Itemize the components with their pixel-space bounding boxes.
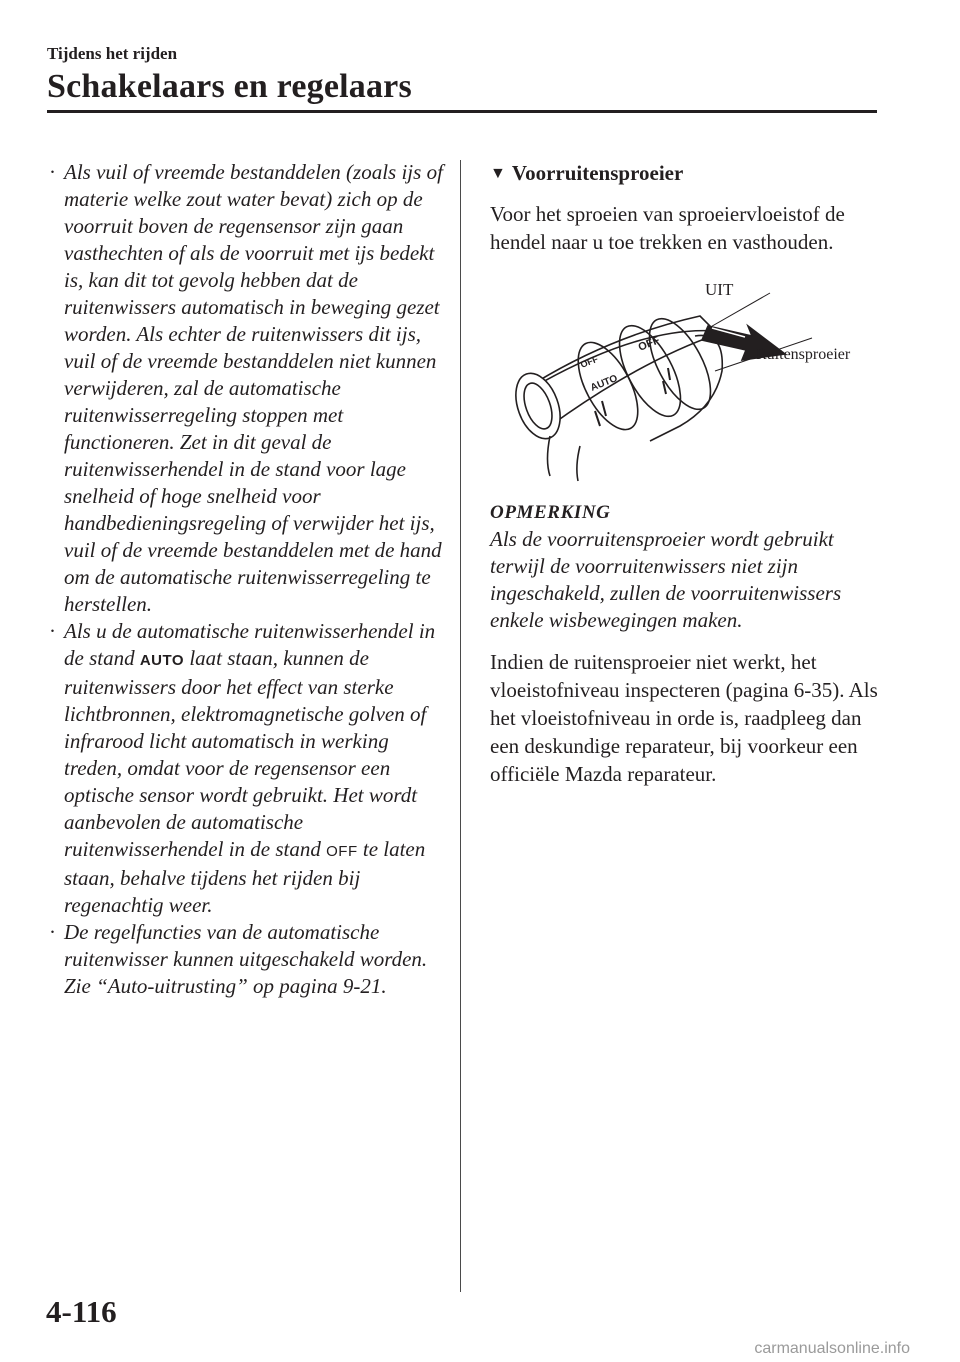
bullet-dot-icon: · [49, 619, 56, 643]
bullet-text: Als u de automatische ruitenwisserhendel in de stand [64, 619, 436, 670]
auto-badge: AUTO [139, 652, 185, 669]
dial-auto-label: AUTO [589, 373, 620, 394]
bullet-item [45, 618, 445, 919]
note-title: OPMERKING [490, 502, 611, 523]
intro-paragraph: Voor het sproeien van sproeiervloeistof de hendel naar u toe trekken en vasthouden. [490, 202, 845, 254]
wiper-lever-illustration [490, 276, 880, 488]
bullet-item [45, 159, 445, 618]
right-column [490, 159, 880, 788]
off-badge: OFF [326, 843, 358, 860]
dial-off-small-label: OFF [579, 353, 600, 370]
note-text: Als de voorruitensproeier wordt gebruikt terwijl de voorruitenwissers niet zijn ingeschakeld, zullen de voorruitenwissers enkele wisbewegingen maken. [490, 527, 842, 632]
washer-lever-figure [490, 276, 880, 488]
watermark: carmanualsonline.info [754, 1340, 910, 1357]
bullet-dot-icon: · [49, 160, 56, 184]
ruitensproeier-label: Ruitensproeier [756, 346, 851, 363]
bullet-text: De regelfuncties van de automatische ruitenwisser kunnen uitgeschakeld worden. [64, 920, 428, 971]
dial-off-label: OFF [636, 334, 662, 354]
bullet-dot-icon: · [49, 920, 56, 944]
page-title: Schakelaars en regelaars [47, 68, 412, 105]
page-number: 4-116 [46, 1294, 117, 1329]
column-divider [460, 160, 461, 1292]
subheading-text: Voorruitensproeier [511, 161, 684, 185]
bullet-text: laat staan, kunnen de ruitenwissers door het effect van sterke lichtbronnen, elektromagnetische golven of infrarood licht automatisch in werking treden, omdat voor de regensensor een optische sensor wordt gebruikt. Het wordt aanbevolen de automatische ruitenwisserhendel in de stand [64, 646, 427, 861]
subheading [490, 159, 880, 188]
cross-reference: Zie “Auto-uitrusting” op pagina 9-21. [64, 974, 387, 998]
bullet-text: Als vuil of vreemde bestanddelen (zoals ijs of materie welke zout water bevat) zich op de voorruit boven de regensensor zijn gaan vasthechten of als de voorruit met ijs bedekt is, kan dit tot gevolg hebben dat de ruitenwissers automatisch in beweging gezet worden. Als echter de ruitenwissers dit ijs, vuil of de vreemde bestanddelen niet kunnen verwijderen, zal de automatische ruitenwisserregeling stoppen met functioneren. Zet in dit geval de ruitenwisserhendel in de stand voor lage snelheid of hoge snelheid voor handbedieningsregeling of verwijder het ijs, vuil of de vreemde bestanddelen met de hand om de automatische ruitenwisserregeling te herstellen. [64, 160, 443, 616]
bullet-item [45, 919, 445, 1000]
page-header [47, 44, 877, 106]
section-name: Tijdens het rijden [47, 44, 178, 63]
uit-label: UIT [705, 280, 734, 299]
left-column [45, 159, 445, 1000]
triangle-down-icon: ▼ [490, 165, 506, 182]
bullet-text: te laten staan, behalve tijdens het rijden bij regenachtig weer. [64, 837, 426, 917]
header-rule [47, 110, 877, 113]
troubleshoot-paragraph: Indien de ruitensproeier niet werkt, het vloeistofniveau inspecteren (pagina 6-35). Als het vloeistofniveau in orde is, raadpleeg dan een deskundige reparateur, bij voorkeur een officiële Mazda reparateur. [490, 650, 878, 786]
